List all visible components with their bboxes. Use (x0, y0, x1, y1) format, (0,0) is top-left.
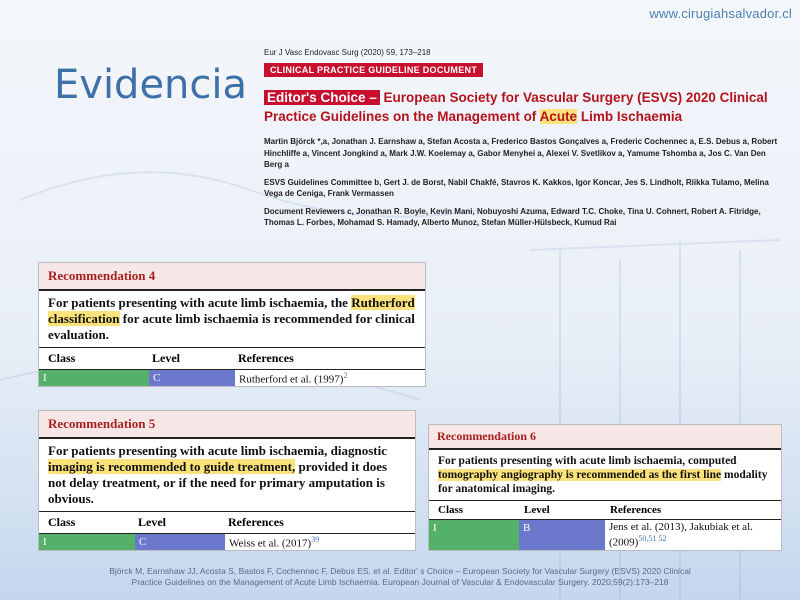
authors: Martin Björck *,a, Jonathan J. Earnshaw a, Stefan Acosta a, Frederico Bastos Gonçalves a, Frederic Cochennec a, E.S. Debus a, Robert Hinchliffe a, Vincent Jongkind a, Mark J.W. Koelemay a, Gabor Menyhei a, Alexei V. Svetlikov a, Yamume Tshomba a, Jos C. Van Den Berg a (264, 137, 778, 169)
class-cell: I (429, 520, 519, 550)
level-cell: B (519, 520, 605, 550)
class-cell: I (39, 534, 135, 550)
recommendation-6-box (428, 424, 782, 551)
recommendation-row (39, 534, 415, 550)
reference-cell: Rutherford et al. $(1997)^2$ (239, 370, 348, 386)
recommendation-row (429, 520, 781, 550)
editors-choice-label: Editor's Choice – (264, 90, 380, 105)
author-list (264, 136, 784, 229)
document-reviewers: Document Reviewers c, Jonathan R. Boyle, Kevin Mani, Nobuyoshi Azuma, Edward T.C. Choke, Tina U. Cohnert, Robert A. Fitridge, Thomas L. Forbes, Mohamad S. Hamady, Alberto Munoz, Stefan Müller-Hülsbeck, Kumud Rai (264, 206, 761, 227)
column-headers: Class Level References (39, 348, 425, 370)
recommendation-4-box (38, 262, 426, 387)
recommendation-row (39, 370, 425, 386)
recommendation-text: For patients presenting with acute limb ischaemia, diagnostic imaging is recommended to guide treatment, provided it does not delay treatment, or if the need for primary amputation is obvious. (39, 439, 415, 512)
recommendation-heading: Recommendation 5 (39, 411, 415, 439)
recommendation-5-box (38, 410, 416, 551)
footer-citation: Björck M, Earnshaw JJ, Acosta S, Bastos F, Cochennec F, Debus ES, et al. Editor' s Choice – European Society for Vascular Surgery (ESVS) 2020 Clinical Practice Guidelines on the Management of Acute Limb Ischaemia. European Journal of Vascular & Endovascular Surgery. 2020;59(2):173–218 (109, 566, 691, 587)
level-cell: C (135, 534, 225, 550)
recommendation-text: For patients presenting with acute limb ischaemia, computed tomography angiography is recommended as the first line modality for anatomical imaging. (429, 450, 781, 501)
journal-citation: Eur J Vasc Endovasc Surg (2020) 59, 173–218 (264, 48, 431, 57)
guidelines-committee: ESVS Guidelines Committee b, Gert J. de Borst, Nabil Chakfé, Stavros K. Kakkos, Igor Koncar, Jes S. Lindholt, Riikka Tulamo, Melina Vega de Ceniga, Frank Vermassen (264, 177, 769, 198)
class-cell: I (39, 370, 149, 386)
level-cell: C (149, 370, 235, 386)
title-highlight: Acute (539, 109, 578, 124)
site-url[interactable]: www.cirugiahsalvador.cl (649, 6, 792, 21)
column-headers: Class Level References (429, 501, 781, 520)
paper-header (264, 48, 784, 235)
slide-title: Evidencia (54, 62, 248, 108)
column-headers: Class Level References (39, 512, 415, 534)
recommendation-text: For patients presenting with acute limb ischaemia, the Rutherford classification for acute limb ischaemia is recommended for clinical evaluation. (39, 291, 425, 348)
recommendation-heading: Recommendation 4 (39, 263, 425, 291)
paper-title: Editor's Choice – European Society for Vascular Surgery (ESVS) 2020 Clinical Practice Guidelines on the Management of Acute Limb Ischaemia (264, 90, 768, 124)
reference-cell: Jens et al. (2013), Jakubiak et al. $(2009)^{50,51 52}$ (609, 521, 753, 549)
recommendation-heading: Recommendation 6 (429, 425, 781, 450)
reference-cell: Weiss et al. $(2017)^{39}$ (229, 534, 320, 550)
document-type-badge: CLINICAL PRACTICE GUIDELINE DOCUMENT (264, 63, 483, 77)
